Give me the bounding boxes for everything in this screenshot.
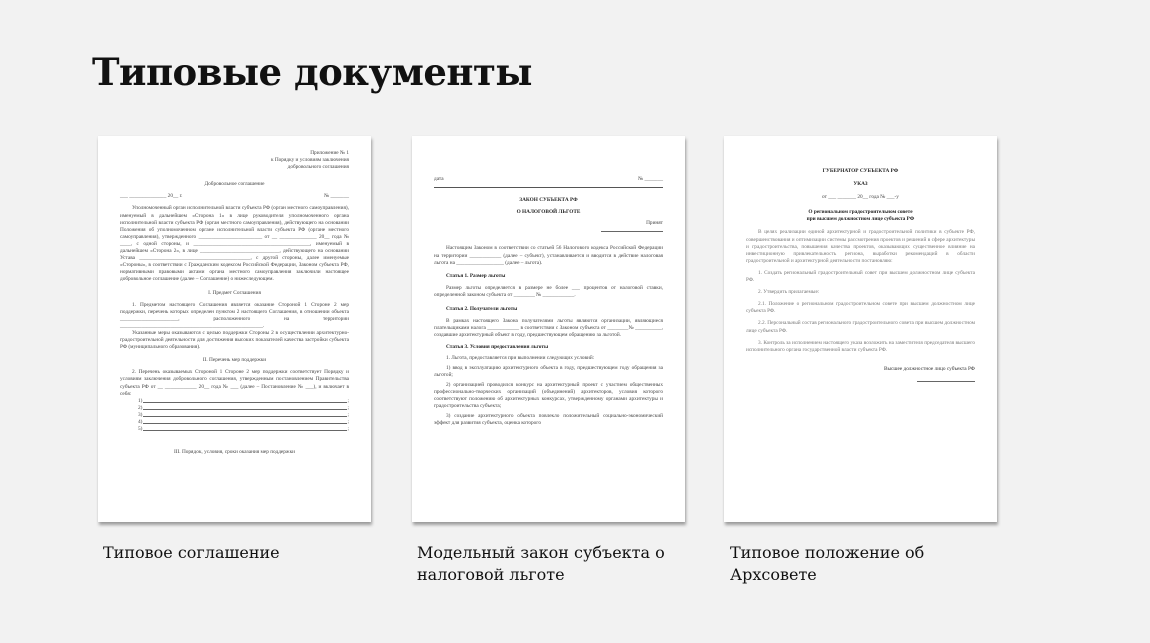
list-item: 2. Утвердить прилагаемые:: [758, 289, 820, 296]
date-line: ___ ______________ 20__ г.: [120, 193, 183, 200]
list-item: 3. Контроль за исполнением настоящего указа возложить на заместителя председателя высшего исполнительного органа государственной власти субъекта РФ.: [746, 339, 975, 353]
intro-paragraph: В целях реализации единой архитектурной и градостроительной политики в субъекте РФ, совершенствования и оптимизации системы рассмотрения проектов и решений в сфере архитектуры и градостроительства, повышения качества проектов, оказывающих существенное влияние на инвестиционную привлекательность региона, выработки рекомендаций в области градостроительной и архитектурной деятельности постановляю:: [746, 229, 975, 264]
intro-paragraph: Настоящим Законом в соответствии со статьей 56 Налогового кодекса Российской Федерации на территории ____________ (далее – субъект), устанавливается и вводится в действие налоговая льгота на __________________ (далее – льгота).: [434, 245, 663, 266]
paragraph: В рамках настоящего Закона получателями льготы являются организации, являющиеся плательщиками налога ____________ в соответствии с Законом субъекта от ________№ __________, создавшие архитектурный объект в году, предшествующем обращению за льготой.: [434, 318, 663, 339]
law-title: ЗАКОН СУБЪЕКТА РФ: [519, 197, 578, 204]
list-item: 3) создание архитектурного объекта повлекло положительный социально-экономический эффект для развития субъекта, оценка которого: [434, 413, 663, 427]
caption-tax-law[interactable]: Модельный закон субъекта о налоговой льготе: [417, 543, 665, 584]
paragraph: 1. Льгота, предоставляется при выполнении следующих условий:: [446, 354, 595, 361]
number-line: № _______: [324, 193, 349, 200]
paragraph: 2. Перечень оказываемых Стороной 1 Стороне 2 мер поддержки соответствует Порядку и условиям заключения добровольного соглашения, утвержденным постановлением Правительства субъекта РФ от __ ____________ 20__ года № ___ (далее – Постановление № ___), и включает в себя:: [120, 369, 349, 397]
section-title: II. Перечень мер поддержки: [202, 357, 267, 364]
article-title: Статья 2. Получатели льготы: [446, 306, 518, 313]
document-card-tax-law[interactable]: [412, 136, 685, 522]
paragraph: 1. Предметом настоящего Соглашения является оказание Стороной 1 Стороне 2 мер поддержки, перечень которых определен пунктом 2 настоящего Соглашения, в отношении объекта ______________________, расположенного на территории ______________________________________________________.: [120, 301, 349, 329]
signature-line: [917, 377, 975, 382]
paragraph: Указанные меры оказываются с целью поддержки Стороны 2 в осуществлении архитектурно-градостроительной деятельности для достижения высоких показателей качества застройки субъекта РФ (муниципального образования).: [120, 329, 349, 351]
article-title: Статья 1. Размер льготы: [446, 272, 506, 279]
document-card-archsovet[interactable]: [724, 136, 997, 522]
article-title: Статья 3. Условия предоставления льготы: [446, 344, 549, 351]
header-line: к Порядку и условиям заключения: [270, 157, 349, 164]
doc-title: Добровольное соглашение: [204, 181, 265, 188]
document-card-agreement[interactable]: [98, 136, 371, 522]
subject-line: О региональном градостроительном совете: [808, 209, 913, 216]
header-line: Приложение № 1: [310, 150, 349, 156]
adopted-line: [601, 227, 663, 232]
header-line: добровольного соглашения: [287, 164, 349, 171]
list-item: 2.2. Персональный состав регионального градостроительного совета при высшем должностном лице субъекта РФ.: [746, 320, 975, 334]
list-item: 5) ;: [138, 426, 349, 433]
adopted-label: Принят: [646, 220, 663, 227]
intro-paragraph: Уполномоченный орган исполнительной власти субъекта РФ (орган местного самоуправления), именуемый в дальнейшем «Сторона 1» в лице руководителя уполномоченного органа исполнительной власти субъекта РФ (орган местного самоуправления), действующего на основании Положения об уполномоченном органе исполнительной власти субъекта РФ (органе местного самоуправления), утвержденного ________________________ от __ ______________ 20__ года № ____, с одной стороны, и ____________________________________________, именуемый в дальнейшем «Сторона 2», в лице ______________________________, действующего на основании Устава __________________________________________, с другой стороны, далее именуемые «Стороны», в соответствии с Гражданским кодексом Российской Федерации, Законом субъекта РФ, нормативными правовыми актами органа местного самоуправления заключили настоящее добровольное соглашение (далее – Соглашение) о нижеследующем.: [120, 205, 349, 283]
caption-agreement[interactable]: Типовое соглашение: [103, 543, 280, 562]
document-preview-agreement[interactable]: [98, 136, 371, 522]
document-preview-archsovet[interactable]: [724, 136, 997, 522]
document-preview-tax-law[interactable]: [412, 136, 685, 522]
authority: ГУБЕРНАТОР СУБЪЕКТА РФ: [822, 168, 899, 174]
doc-type: УКАЗ: [853, 181, 868, 188]
date-line: от ___ _______ 20__ года № ___-у: [822, 194, 899, 201]
paragraph: Размер льготы определяется в размере не более ___ процентов от налоговой ставки, определенной законом субъекта от ________ № ____________.: [434, 284, 663, 298]
subject-line: при высшем должностном лице субъекта РФ: [806, 216, 915, 223]
list-item: 4) ;: [138, 419, 349, 425]
list-item: 1) ввод в эксплуатацию архитектурного объекта в году, предшествующем году обращения за льготой;: [434, 364, 663, 378]
section-title: III. Порядок, условия, сроки оказания мер поддержки: [174, 449, 295, 456]
number-label: № _______: [638, 176, 663, 182]
caption-archsovet[interactable]: Типовое положение об Архсовете: [730, 543, 925, 584]
date-label: дата: [434, 176, 444, 182]
page-title: Типовые документы: [92, 50, 532, 94]
list-item: 2) ;: [138, 404, 349, 411]
list-item: 1) ;: [138, 397, 349, 404]
divider: [434, 187, 663, 188]
list-item: 2) организацией проводился конкурс на архитектурный проект с участием общественных профессионально-творческих организаций (объединений) архитекторов, условия которого соответствуют положению об архитектурных конкурсах, утвержденному органами архитектуры и градостроительства субъекта;: [434, 381, 663, 410]
law-subtitle: О НАЛОГОВОЙ ЛЬГОТЕ: [516, 209, 581, 216]
signature: Высшее должностное лицо субъекта РФ: [883, 365, 975, 372]
list-item: 1. Создать региональный градостроительный совет при высшем должностном лице субъекта РФ.: [746, 269, 975, 284]
list-item: 3) ;: [138, 411, 349, 418]
list-item: 2.1. Положение о региональном градостроительном совете при высшем должностном лице субъекта РФ.: [746, 301, 975, 315]
section-title: I. Предмет Соглашения: [208, 289, 261, 296]
